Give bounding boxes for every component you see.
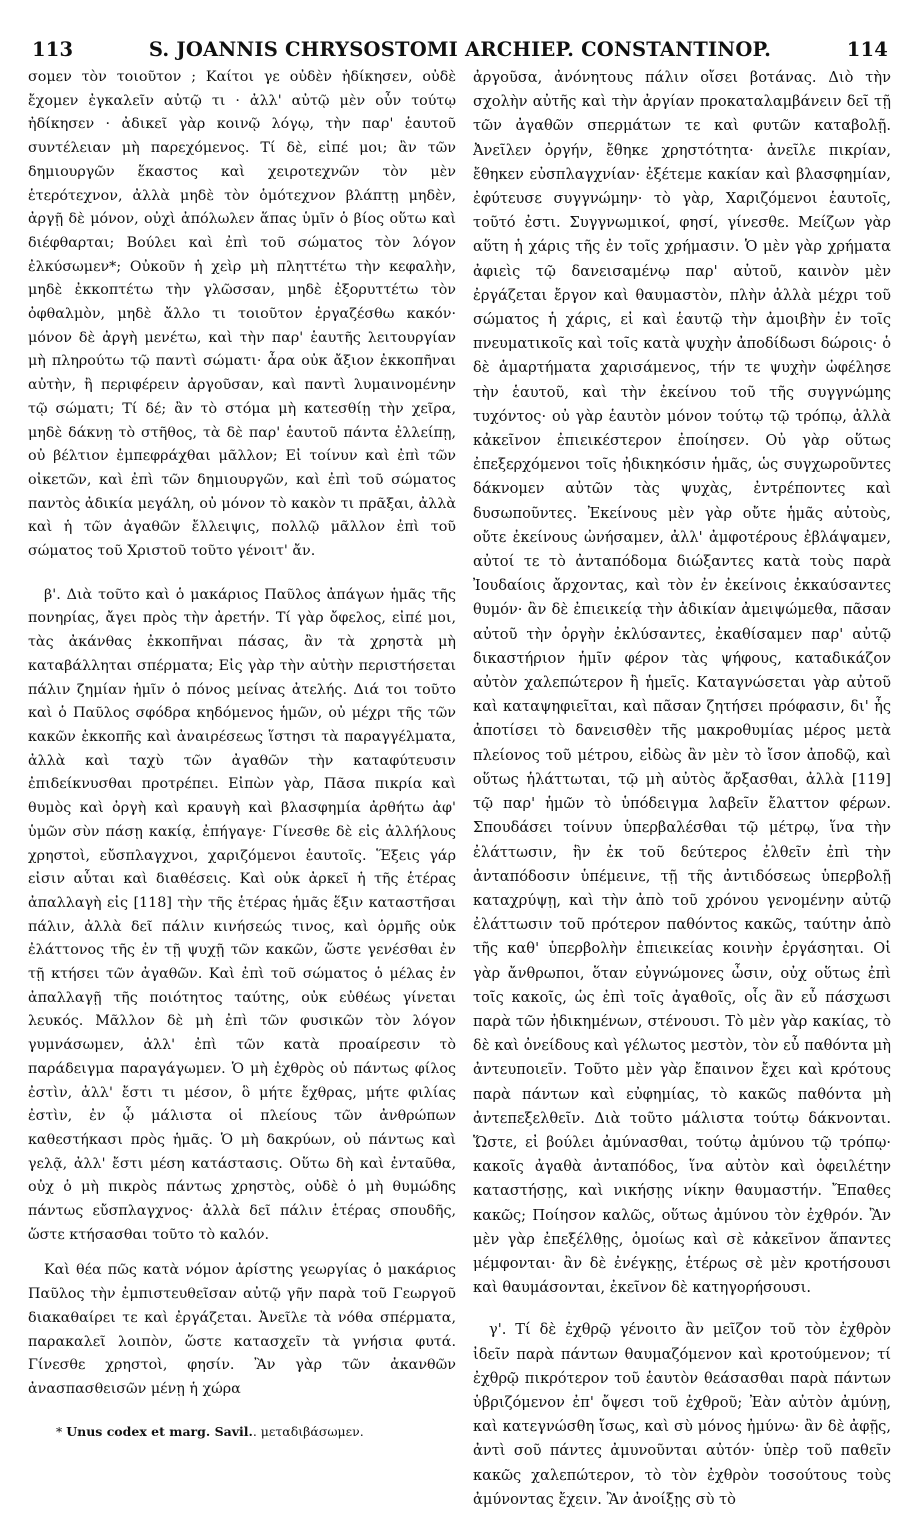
right-paragraph-2: γ'. Τί δὲ ἐχθρῷ γένοιτο ἂν μεῖζον τοῦ τὸν ἐχθρὸν ἰδεῖν παρὰ πάντων θαυμαζόμενον καὶ κροτούμενον; τί ἐχθρῷ πικρότερον τοῦ ἑαυτὸν θεάσασθαι παρὰ πάντων ὑβριζόμενον ἐπ' ὄψεσι τοῦ ἐχθροῦ; Ἐὰν αὐτὸν ἀμύνῃ, καὶ κατεγνώσθη ἴσως, καὶ σὺ μόνος ἠμύνω· ἂν δὲ ἀφῇς, ἀντὶ σοῦ πάντες ἀμυνοῦνται αὐτόν· ὑπὲρ τοῦ παθεῖν κακῶς χαλεπώτερον, τὸ τὸν ἐχθρὸν τοσούτους τοὺς ἀμύνοντας ἔχειν. Ἂν ἀνοίξῃς σὺ τὸ	[473, 1321, 891, 1508]
left-paragraph-2: β'. Διὰ τοῦτο καὶ ὁ μακάριος Παῦλος ἀπάγων ἡμᾶς τῆς πονηρίας, ἄγει πρὸς τὴν ἀρετήν. Τί γὰρ ὄφελος, εἰπέ μοι, τὰς ἀκάνθας ἐκκοπῆναι πάσας, ἂν τὰ χρηστὰ μὴ καταβάλληται σπέρματα; Εἰς γὰρ τὴν αὐτὴν περιστήσεται πάλιν ζημίαν ἡμῖν ὁ πόνος μείνας ἀτελής. Διά τοι τοῦτο καὶ ὁ Παῦλος σφόδρα κηδόμενος ἡμῶν, οὐ μέχρι τῆς τῶν κακῶν ἐκκοπῆς καὶ ἀναιρέσεως ἵστησι τὰ παραγγέλματα, ἀλλὰ καὶ ταχὺ τῶν ἀγαθῶν τὴν καταφύτευσιν ἐπιδείκνυσθαι προτρέπει. Εἰπὼν γὰρ, Πᾶσα πικρία καὶ θυμὸς καὶ ὀργὴ καὶ κραυγὴ καὶ βλασφημία ἀρθήτω ἀφ' ὑμῶν σὺν πάσῃ κακίᾳ, ἐπήγαγε· Γίνεσθε δὲ εἰς ἀλλήλους χρηστοὶ, εὔσπλαγχνοι, χαριζόμενοι ἑαυτοῖς. Ἕξεις γάρ εἰσιν αὗται καὶ διαθέσεις. Καὶ οὐκ ἀρκεῖ ἡ τῆς ἑτέρας ἀπαλλαγὴ εἰς [118] τὴν τῆς ἑτέρας ἡμᾶς ἕξιν καταστῆσαι πάλιν, ἀλλὰ δεῖ πάλιν κινήσεώς τινος, καὶ ὁρμῆς οὐκ ἐλάττονος τῆς ἐν τῇ ψυχῇ τῶν κακῶν, ὥστε γενέσθαι ἐν τῇ κτήσει τῶν ἀγαθῶν. Καὶ ἐπὶ τοῦ σώματος ὁ μέλας ἐν ἀπαλλαγῇ τῆς ποιότητος ταύτης, οὐκ εὐθέως γίνεται λευκός. Μᾶλλον δὲ μὴ ἐπὶ τῶν φυσικῶν τὸν λόγον γυμνάσωμεν, ἀλλ' ἐπὶ τῶν κατὰ προαίρεσιν τὸ παράδειγμα παραγάγωμεν. Ὁ μὴ ἐχθρὸς οὐ πάντως φίλος ἐστὶν, ἀλλ' ἔστι τι μέσον, ὃ μήτε ἔχθρας, μήτε φιλίας ἐστὶν, ἐν ᾧ μάλιστα οἱ πλείους τῶν ἀνθρώπων καθεστήκασι πρὸς ἡμᾶς. Ὁ μὴ δακρύων, οὐ πάντως καὶ γελᾷ, ἀλλ' ἔστι μέση κατάστασις. Οὕτω δὴ καὶ ἐνταῦθα, οὐχ ὁ μὴ πικρὸς πάντως χρηστὸς, οὐδὲ ὁ μὴ θυμώδης πάντως εὔσπλαγχνος· ἀλλὰ δεῖ πάλιν ἑτέρας σπουδῆς, ὥστε κτήσασθαι τοῦτο τὸ καλόν.	[28, 586, 456, 1243]
page-number-left: 113	[32, 38, 74, 61]
footnote	[56, 1424, 436, 1440]
right-paragraph-1: ἀργοῦσα, ἀνόνητους πάλιν οἴσει βοτάνας. Διὸ τὴν σχολὴν αὐτῆς καὶ τὴν ἀργίαν προκαταλαμβάνειν δεῖ τῇ τῶν ἀγαθῶν σπερμάτων τε καὶ φυτῶν καταβολῇ. Ἀνεῖλεν ὀργήν, ἔθηκε χρηστότητα· ἀνεῖλε πικρίαν, ἔθηκεν εὐσπλαγχνίαν· ἐξέτεμε κακίαν καὶ βλασφημίαν, ἐφύτευσε συγγνώμην· τὸ γὰρ, Χαριζόμενοι ἑαυτοῖς, τοῦτό ἐστι. Συγγνωμικοί, φησί, γίνεσθε. Μείζων γὰρ αὕτη ἡ χάρις τῆς ἐν τοῖς χρήμασιν. Ὁ μὲν γὰρ χρήματα ἀφιεὶς τῷ δανεισαμένῳ παρ' αὐτοῦ, καινὸν μὲν ἐργάζεται ἔργον καὶ θαυμαστὸν, πλὴν ἀλλὰ μέχρι τοῦ σώματος ἡ χάρις, εἰ καὶ ἑαυτῷ τὴν ἀμοιβὴν ἐν τοῖς πνευματικοῖς καὶ τοῖς κατὰ ψυχὴν ἀποδίδωσι δώροις· ὁ δὲ ἁμαρτήματα χαρισάμενος, τήν τε ψυχὴν ὠφέλησε τὴν ἑαυτοῦ, καὶ τὴν ἐκείνου τοῦ τῆς συγγνώμης τυχόντος· οὐ γὰρ ἑαυτὸν μόνον τούτῳ τῷ τρόπῳ, ἀλλὰ κἀκεῖνον ἐπιεικέστερον ἐποίησεν. Οὐ γὰρ οὕτως ἐπεξερχόμενοι τοῖς ἠδικηκόσιν ἡμᾶς, ὡς συγχωροῦντες δάκνομεν αὐτῶν τὰς ψυχὰς, ἐντρέποντες καὶ δυσωποῦντες. Ἐκείνους μὲν γὰρ οὔτε ἡμᾶς αὐτοὺς, οὔτε ἐκείνους ὠνήσαμεν, ἀλλ' ἀμφοτέρους ἐβλάψαμεν, αὐτοί τε τὸ ἀνταπόδομα διώξαντες κατὰ τοὺς παρὰ Ἰουδαίοις ἄρχοντας, καὶ τὸν ἐν ἐκείνοις ἐκκαύσαντες θυμόν· ἂν δὲ ἐπιεικείᾳ τὴν ἀδικίαν ἀμειψώμεθα, πᾶσαν αὐτοῦ τὴν ὀργὴν ἐκλύσαντες, ἐκαθίσαμεν παρ' αὐτῷ δικαστήριον ἡμῖν φέρον τὰς ψήφους, καταδικάζον αὐτὸν χαλεπώτερον ἢ ἡμεῖς. Καταγνώσεται γὰρ αὐτοῦ καὶ καταψηφιεῖται, καὶ πᾶσαν ζητήσει πρόφασιν, δι' ἧς ἀποτίσει τὸ δανεισθὲν τῆς μακροθυμίας μέρος μετὰ πλείονος τοῦ μέτρου, εἰδὼς ἂν μὲν τὸ ἴσον ἀποδῷ, καὶ οὕτως ἡλάττωται, τῷ μὴ αὐτὸς ἄρξασθαι, ἀλλὰ [119] τῷ παρ' ἡμῶν τὸ ὑπόδειγμα λαβεῖν ἔλαττον φέρων. Σπουδάσει τοίνυν ὑπερβαλέσθαι τῷ μέτρῳ, ἵνα τὴν ἐλάττωσιν, ἣν ἐκ τοῦ δεύτερος ἐλθεῖν ἐπὶ τὴν ἀνταπόδοσιν ὑπέμεινε, τῇ τῆς ἀντιδόσεως ὑπερβολῇ καταχρύψῃ, καὶ τὴν ἀπὸ τοῦ χρόνου γενομένην αὐτῷ ἐλάττωσιν τοῦ πρότερον παθόντος κακῶς, ταύτην ἀπὸ τῆς καθ' ὑπερβολὴν ἐπιεικείας κοινὴν ἐργάσηται. Οἱ γὰρ ἄνθρωποι, ὅταν εὐγνώμονες ὦσιν, οὐχ οὕτως ἐπὶ τοῖς κακοῖς, ὡς ἐπὶ τοῖς ἀγαθοῖς, οἷς ἂν εὖ πάσχωσι παρὰ τῶν ἠδικημένων, στένουσι. Τὸ μὲν γὰρ κακίας, τὸ δὲ καὶ ὀνείδους καὶ γέλωτος μεστὸν, τὸν εὖ παθόντα μὴ ἀντευποιεῖν. Τοῦτο μὲν γὰρ ἔπαινον ἔχει καὶ κρότους παρὰ πάντων καὶ εὐφημίας, τὸ κακῶς παθόντα μὴ ἀντεπεξελθεῖν. Διὰ τοῦτο μάλιστα τούτῳ δάκνονται. Ὥστε, εἰ βούλει ἀμύνασθαι, τούτῳ ἀμύνου τῷ τρόπῳ· κακοῖς ἀγαθὰ ἀνταπόδος, ἵνα αὐτὸν καὶ ὀφειλέτην καταστήσῃς, καὶ νικήσῃς νίκην θαυμαστήν. Ἔπαθες κακῶς; Ποίησον καλῶς, οὕτως ἀμύνου τὸν ἐχθρόν. Ἂν μὲν γὰρ ἐπεξέλθῃς, ὁμοίως καὶ σὲ κἀκεῖνον ἅπαντες μέμφονται· ἂν δὲ ἐνέγκῃς, ἑτέρως σὲ μὲν κροτήσουσι καὶ θαυμάσονται, ἐκεῖνον δὲ κατηγορήσουσι.	[473, 69, 891, 1297]
page-number-right: 114	[846, 38, 888, 61]
right-column	[473, 66, 891, 1512]
footnote-marker: *	[56, 1424, 63, 1439]
left-paragraph-1: σομεν τὸν τοιοῦτον ; Καίτοι γε οὐδὲν ἠδίκησεν, οὐδὲ ἔχομεν ἐγκαλεῖν αὐτῷ τι · ἀλλ' αὐτῷ μὲν οὖν τούτῳ ἠδίκησεν · ἀδικεῖ γὰρ κοινῷ λόγῳ, τὴν παρ' ἑαυτοῦ συντέλειαν μὴ παρεχόμενος. Τί δὲ, εἰπέ μοι; ἂν τῶν δημιουργῶν ἕκαστος καὶ χειροτεχνῶν τὸν μὲν ἑτερότεχνον, ἀλλὰ μηδὲ τὸν ὁμότεχνον βλάπτῃ μηδὲν, ἀργῇ δὲ μόνον, οὐχὶ ἀπόλωλεν ἅπας ὑμῖν ὁ βίος οὕτω καὶ διέφθαρται; Βούλει καὶ ἐπὶ τοῦ σώματος τὸν λόγον ἐλκύσωμεν*; Οὐκοῦν ἡ χεὶρ μὴ πληττέτω τὴν κεφαλὴν, μηδὲ ἐκκοπτέτω τὴν γλῶσσαν, μηδὲ ἐξορυττέτω τὸν ὀφθαλμὸν, μηδὲ ἄλλο τι τοιοῦτον ἐργαζέσθω κακόν· μόνον δὲ ἀργὴ μενέτω, καὶ τὴν παρ' ἑαυτῆς λειτουργίαν μὴ πληρούτω τῷ παντὶ σώματι· ἆρα οὐκ ἄξιον ἐκκοπῆναι αὐτὴν, ἢ περιφέρειν ἀργοῦσαν, καὶ παντὶ λυμαινομένην τῷ σώματι; Τί δέ; ἂν τὸ στόμα μὴ κατεσθίῃ τὴν χεῖρα, μηδὲ δάκνῃ τὸ στῆθος, τὰ δὲ παρ' ἑαυτοῦ πάντα ἐλλείπῃ, οὐ βέλτιον ἐμπεφράχθαι μᾶλλον; Εἰ τοίνυν καὶ ἐπὶ τῶν οἰκετῶν, καὶ ἐπὶ τῶν δημιουργῶν, καὶ ἐπὶ τοῦ σώματος παντὸς ἀδικία μεγάλη, οὐ μόνον τὸ κακὸν τι πρᾶξαι, ἀλλὰ καὶ ἡ τῶν ἀγαθῶν ἔλλειψις, πολλῷ μᾶλλον ἐπὶ τοῦ σώματος τοῦ Χριστοῦ τοῦτο γένοιτ' ἄν.	[28, 69, 456, 560]
footnote-lead: Unus codex et marg. Savil.	[66, 1424, 253, 1439]
running-title: S. JOANNIS CHRYSOSTOMI ARCHIEP. CONSTANTINOP.	[148, 38, 772, 61]
left-paragraph-3: Καὶ θέα πῶς κατὰ νόμον ἀρίστης γεωργίας ὁ μακάριος Παῦλος τὴν ἐμπιστευθεῖσαν αὐτῷ γῆν παρὰ τοῦ Γεωργοῦ διακαθαίρει τε καὶ ἐργάζεται. Ἀνεῖλε τὰ νόθα σπέρματα, παρακαλεῖ λοιπὸν, ὥστε κατασχεῖν τὰ γνήσια φυτά. Γίνεσθε χρηστοὶ, φησίν. Ἂν γὰρ τῶν ἀκανθῶν ἀνασπασθεισῶν μένῃ ἡ χώρα	[28, 1262, 456, 1397]
running-header	[28, 38, 892, 68]
left-column	[28, 66, 456, 1402]
footnote-text: . μεταδιβάσωμεν.	[252, 1424, 364, 1439]
